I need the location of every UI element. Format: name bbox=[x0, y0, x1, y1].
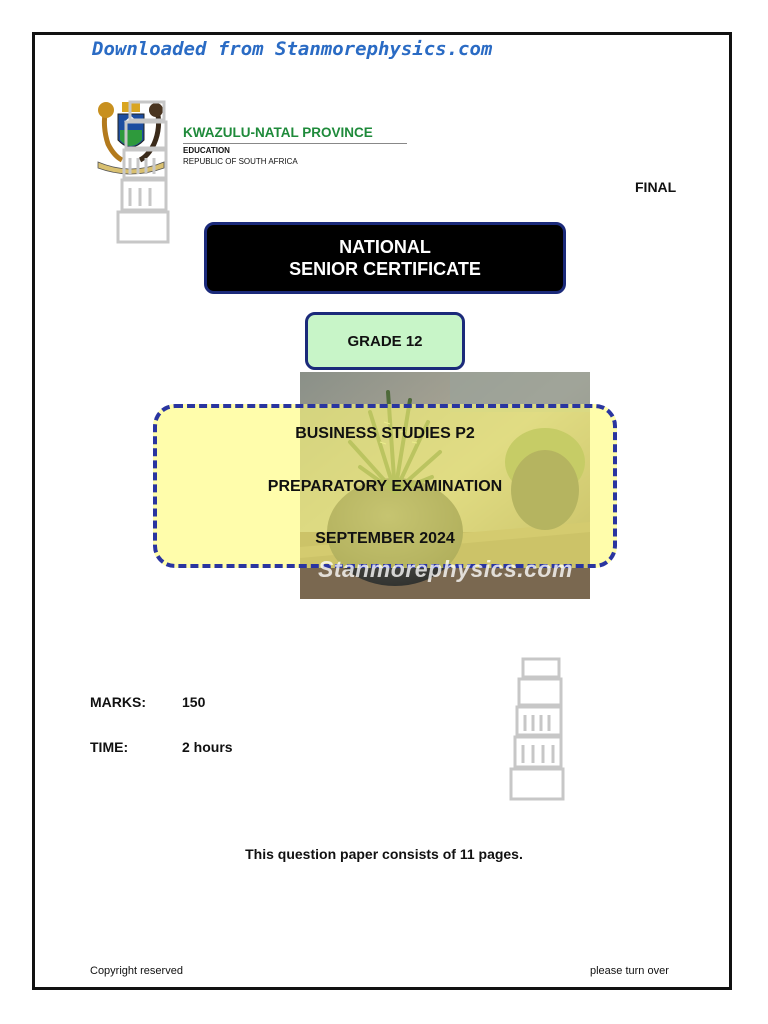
grade-box bbox=[305, 312, 465, 370]
exam-type: PREPARATORY EXAMINATION bbox=[267, 478, 503, 495]
pages-note: This question paper consists of 11 pages. bbox=[245, 846, 523, 862]
exam-date: SEPTEMBER 2024 bbox=[315, 530, 455, 547]
grade-label: GRADE 12 bbox=[347, 332, 423, 350]
department-label: EDUCATION bbox=[183, 146, 230, 155]
tower-watermark-icon bbox=[112, 98, 178, 246]
download-banner[interactable]: Downloaded from Stanmorephysics.com bbox=[92, 38, 493, 60]
marks-label: MARKS: bbox=[90, 694, 146, 710]
country-label: REPUBLIC OF SOUTH AFRICA bbox=[183, 157, 298, 166]
marks-value: 150 bbox=[182, 694, 206, 710]
province-title: KWAZULU-NATAL PROVINCE bbox=[183, 125, 373, 140]
final-label: FINAL bbox=[635, 179, 677, 195]
certificate-line-2: SENIOR CERTIFICATE bbox=[289, 259, 481, 279]
province-divider bbox=[183, 143, 407, 144]
certificate-line-1: NATIONAL bbox=[339, 237, 431, 257]
time-label: TIME: bbox=[90, 739, 129, 755]
tower-watermark-icon bbox=[503, 655, 577, 803]
certificate-box bbox=[204, 222, 566, 294]
site-watermark: Stanmorephysics.com bbox=[318, 556, 573, 582]
exam-subject: BUSINESS STUDIES P2 bbox=[295, 425, 475, 442]
time-value: 2 hours bbox=[182, 739, 233, 755]
turn-over-footer: please turn over bbox=[590, 965, 669, 977]
copyright-footer: Copyright reserved bbox=[90, 965, 183, 977]
